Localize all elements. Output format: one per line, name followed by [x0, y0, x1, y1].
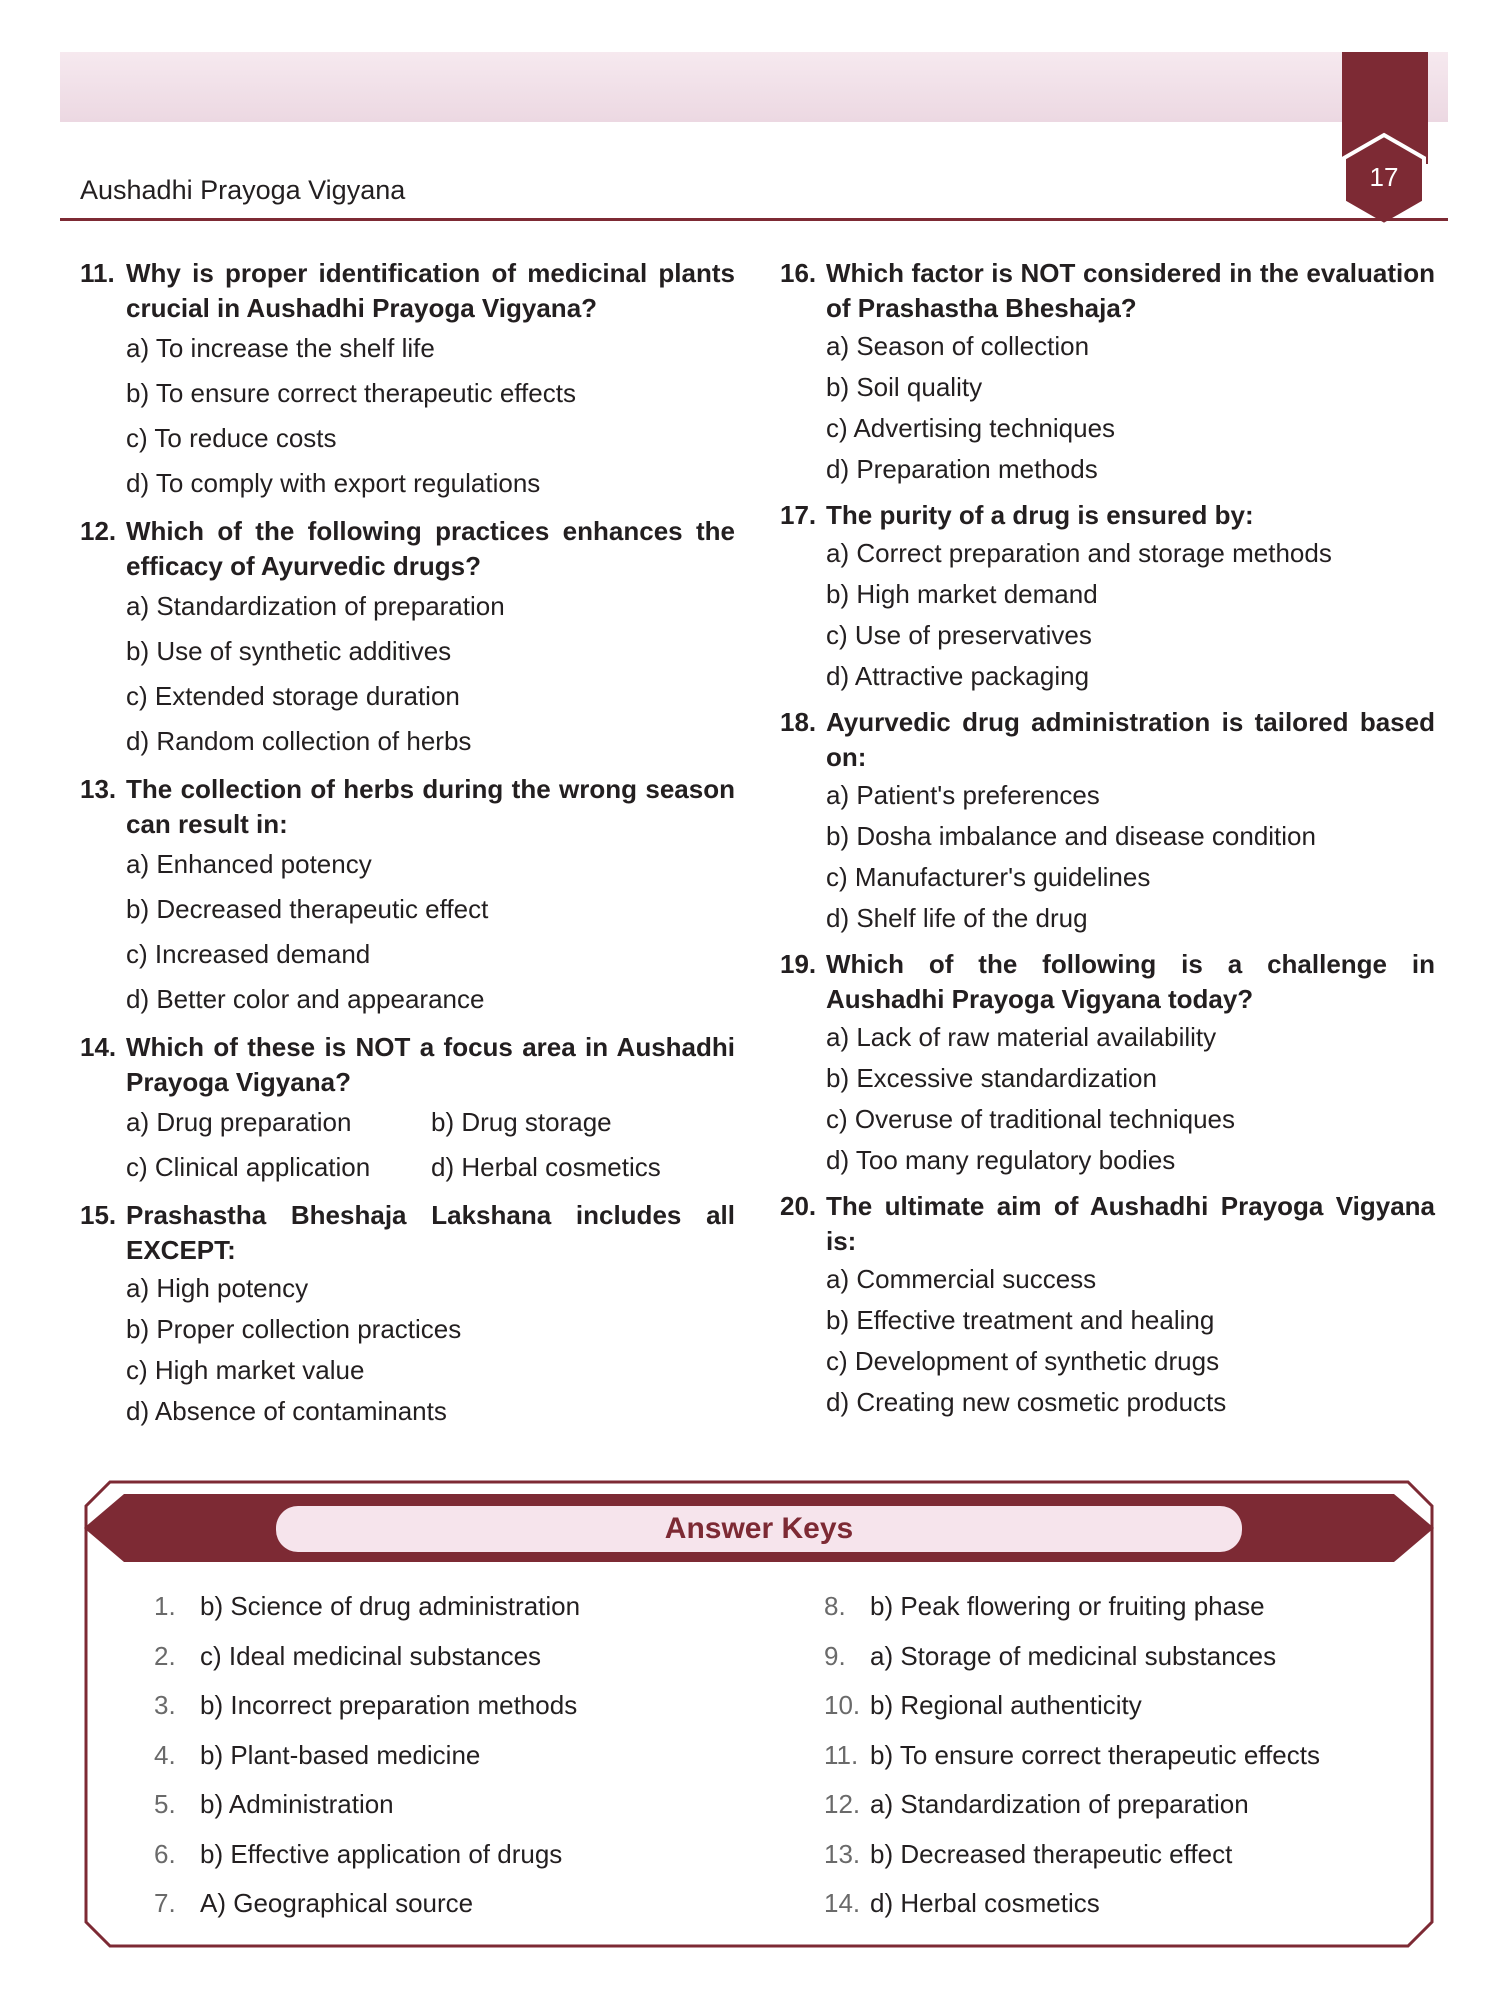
option: c) Clinical application: [126, 1152, 371, 1182]
option: d) Random collection of herbs: [126, 726, 472, 756]
question-19: [780, 947, 1435, 1181]
option-list: [80, 584, 735, 764]
option-list: [80, 1100, 735, 1190]
option: c) To reduce costs: [126, 423, 337, 453]
question-12: [80, 514, 735, 764]
option: c) Overuse of traditional techniques: [826, 1104, 1235, 1134]
option: d) Attractive packaging: [826, 661, 1090, 691]
answer-row: 14. d) Herbal cosmetics: [824, 1888, 1100, 1918]
option: b) Effective treatment and healing: [826, 1305, 1215, 1335]
answer-row: 13. b) Decreased therapeutic effect: [824, 1838, 1233, 1869]
question-text: The purity of a drug is ensured by:: [826, 500, 1254, 530]
option: d) Better color and appearance: [126, 984, 485, 1014]
option: c) Development of synthetic drugs: [826, 1346, 1220, 1376]
option-list: [780, 326, 1435, 490]
question-text: The ultimate aim of Aushadhi Prayoga Vigyana is:: [826, 1191, 1435, 1256]
left-column: [80, 256, 735, 1440]
question-11: [80, 256, 735, 506]
question-text: Ayurvedic drug administration is tailored based on:: [826, 707, 1435, 772]
option-list: [80, 1268, 735, 1432]
option: b) Decreased therapeutic effect: [126, 894, 489, 924]
option: a) Patient's preferences: [826, 780, 1100, 810]
answer-row: 3. b) Incorrect preparation methods: [154, 1690, 578, 1720]
option: d) Creating new cosmetic products: [826, 1387, 1227, 1417]
header-rule: [60, 218, 1448, 221]
answer-row: 7. A) Geographical source: [154, 1888, 474, 1918]
option: a) Lack of raw material availability: [826, 1022, 1217, 1052]
question-text: Which of the following is a challenge in Aushadhi Prayoga Vigyana today?: [826, 949, 1435, 1014]
question-20: [780, 1189, 1435, 1423]
question-number: 17.: [780, 500, 817, 530]
option: d) Too many regulatory bodies: [826, 1145, 1176, 1175]
option: b) To ensure correct therapeutic effects: [126, 378, 576, 408]
question-17: [780, 498, 1435, 697]
option: d) Herbal cosmetics: [431, 1152, 661, 1182]
option: a) Drug preparation: [126, 1107, 352, 1137]
answer-row: 12. a) Standardization of preparation: [824, 1789, 1249, 1819]
option: a) Commercial success: [826, 1264, 1097, 1294]
option: b) Drug storage: [431, 1107, 612, 1137]
answer-row: 9. a) Storage of medicinal substances: [824, 1640, 1277, 1671]
question-number: 12.: [80, 516, 117, 546]
right-column: [780, 256, 1435, 1431]
question-text: Why is proper identification of medicinal plants crucial in Aushadhi Prayoga Vigyana?: [126, 258, 735, 323]
option-list: [780, 533, 1435, 697]
question-number: 16.: [780, 258, 817, 288]
option: c) Extended storage duration: [126, 681, 460, 711]
answer-row: 6. b) Effective application of drugs: [154, 1838, 563, 1869]
option: a) High potency: [126, 1273, 309, 1303]
option: c) Use of preservatives: [826, 620, 1092, 650]
option-list: [80, 842, 735, 1022]
answer-keys-right: [824, 1582, 1424, 1929]
question-number: 18.: [780, 707, 817, 737]
option: c) Increased demand: [126, 939, 371, 969]
answer-row: 1. b) Science of drug administration: [154, 1591, 581, 1621]
option: d) To comply with export regulations: [126, 468, 541, 498]
question-number: 14.: [80, 1032, 117, 1062]
running-title: Aushadhi Prayoga Vigyana: [80, 175, 406, 205]
question-text: Which of the following practices enhances the efficacy of Ayurvedic drugs?: [126, 516, 735, 581]
option: b) High market demand: [826, 579, 1098, 609]
question-16: [780, 256, 1435, 490]
answer-row: 11. b) To ensure correct therapeutic effects: [824, 1739, 1320, 1770]
option-list: [80, 326, 735, 506]
question-number: 13.: [80, 774, 117, 804]
option: a) Season of collection: [826, 331, 1090, 361]
option-list: [780, 1259, 1435, 1423]
option: d) Shelf life of the drug: [826, 903, 1088, 933]
answer-keys-box: [84, 1480, 1434, 1948]
question-number: 19.: [780, 949, 817, 979]
option: a) Enhanced potency: [126, 849, 372, 879]
answer-row: 2. c) Ideal medicinal substances: [154, 1640, 542, 1671]
question-text: Which of these is NOT a focus area in Aushadhi Prayoga Vigyana?: [126, 1032, 735, 1097]
answer-row: 8. b) Peak flowering or fruiting phase: [824, 1591, 1265, 1621]
option: a) To increase the shelf life: [126, 333, 435, 363]
option: d) Absence of contaminants: [126, 1396, 447, 1426]
option: b) Soil quality: [826, 372, 983, 402]
option-list: [780, 1017, 1435, 1181]
question-text: Prashastha Bheshaja Lakshana includes all EXCEPT:: [126, 1200, 735, 1265]
question-number: 11.: [80, 258, 115, 288]
option-list: [780, 775, 1435, 939]
answer-row: 5. b) Administration: [154, 1789, 394, 1819]
question-13: [80, 772, 735, 1022]
question-18: [780, 705, 1435, 939]
question-text: The collection of herbs during the wrong season can result in:: [126, 774, 735, 839]
option: c) Manufacturer's guidelines: [826, 862, 1151, 892]
option: b) Excessive standardization: [826, 1063, 1157, 1093]
answer-keys-left: [154, 1582, 754, 1929]
question-15: [80, 1198, 735, 1432]
answer-keys-title: Answer Keys: [276, 1506, 1242, 1552]
option: a) Standardization of preparation: [126, 591, 505, 621]
option: b) Dosha imbalance and disease condition: [826, 821, 1316, 851]
answer-row: 4. b) Plant-based medicine: [154, 1739, 481, 1770]
question-number: 15.: [80, 1200, 117, 1230]
page-number: 17: [1369, 162, 1399, 192]
option: a) Correct preparation and storage methods: [826, 538, 1332, 568]
option: b) Proper collection practices: [126, 1314, 462, 1344]
answer-row: 10. b) Regional authenticity: [824, 1690, 1142, 1720]
header-band: [60, 52, 1448, 122]
option: c) Advertising techniques: [826, 413, 1116, 443]
question-text: Which factor is NOT considered in the evaluation of Prashastha Bheshaja?: [826, 258, 1435, 323]
option: b) Use of synthetic additives: [126, 636, 452, 666]
question-number: 20.: [780, 1191, 817, 1221]
question-14: [80, 1030, 735, 1190]
option: c) High market value: [126, 1355, 365, 1385]
option: d) Preparation methods: [826, 454, 1098, 484]
